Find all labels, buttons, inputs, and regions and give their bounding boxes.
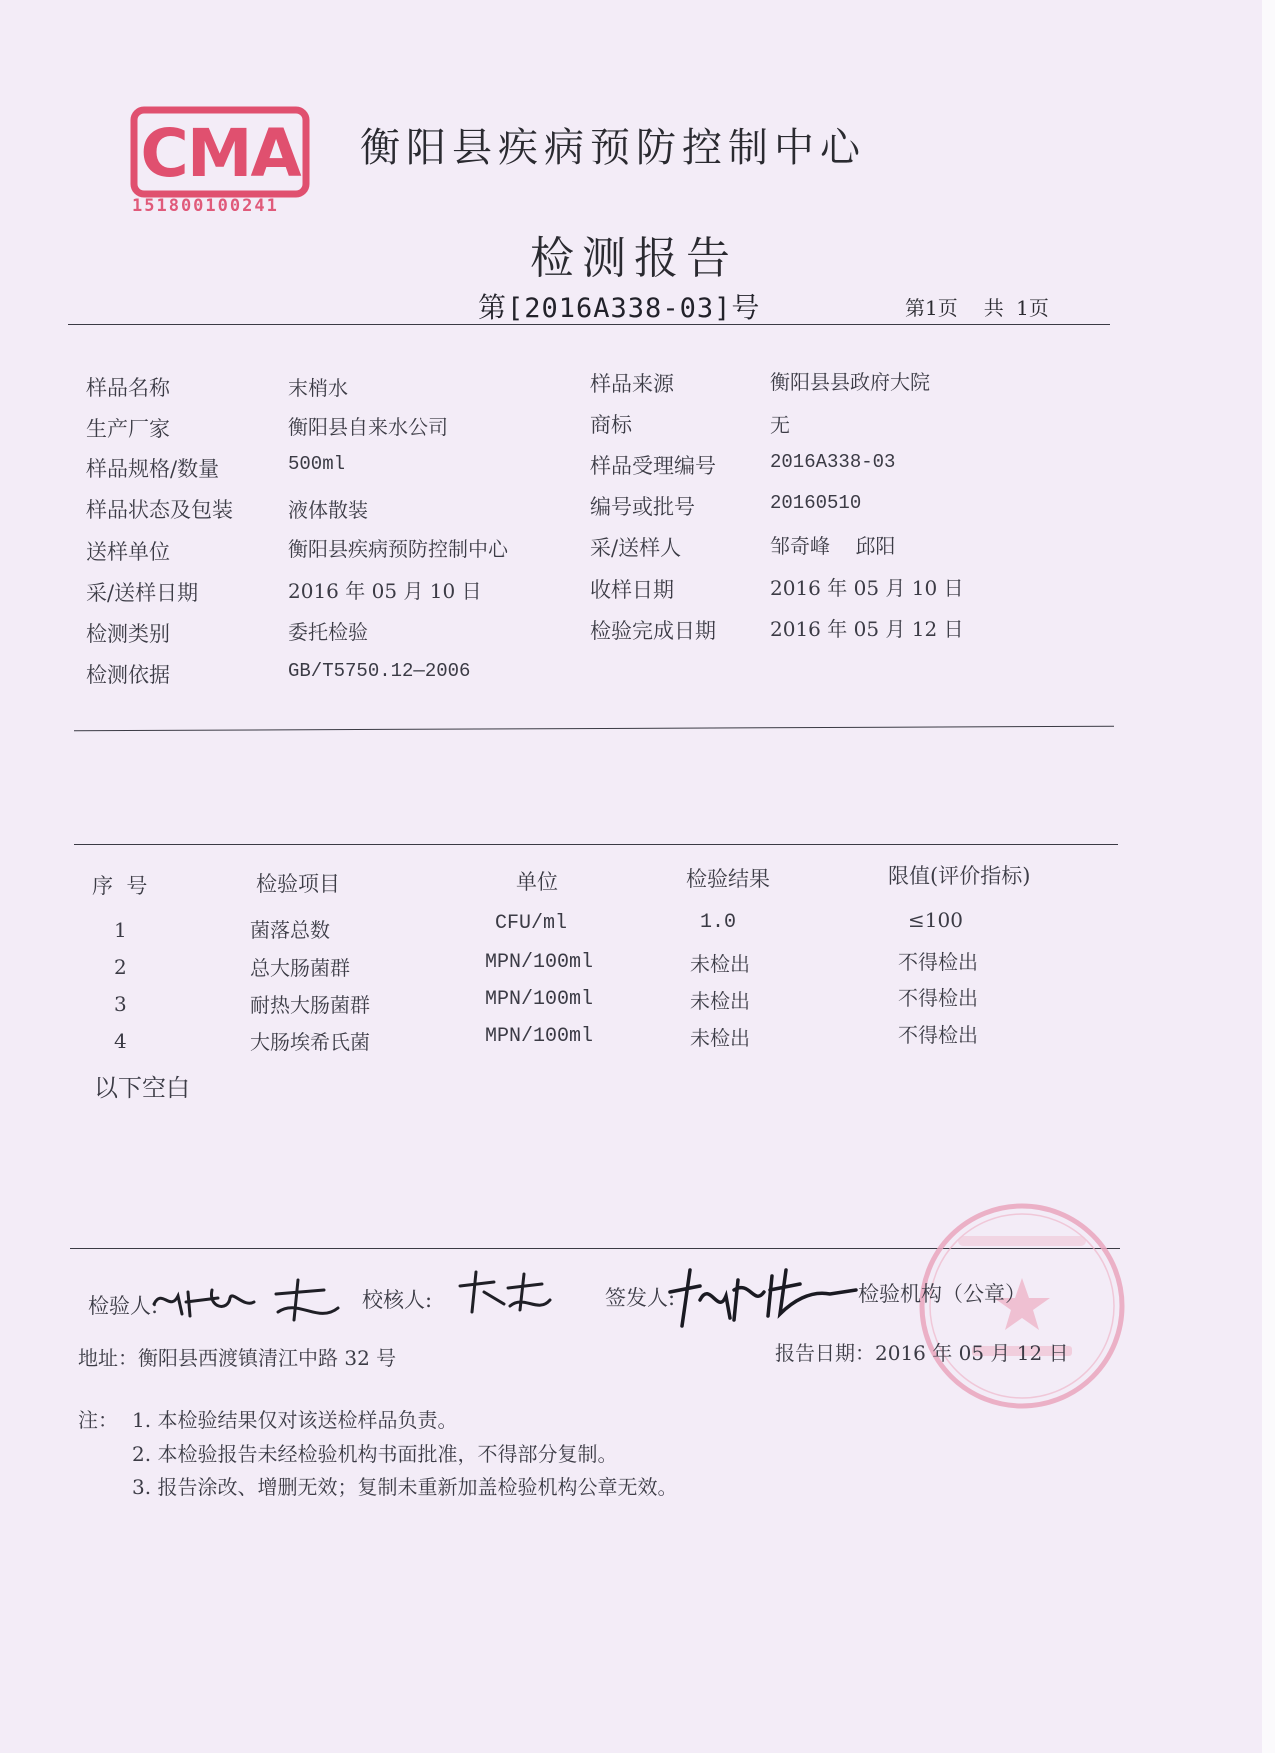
report-date: 报告日期：2016 年 05 月 12 日 bbox=[775, 1341, 1069, 1365]
note-item: 1. 本检验结果仅对该送检样品负责。 bbox=[132, 1408, 458, 1432]
field-value: 20160510 bbox=[770, 492, 862, 514]
field-label: 检验完成日期 bbox=[590, 619, 716, 643]
field-label: 样品名称 bbox=[86, 376, 170, 400]
field-value: 500ml bbox=[288, 453, 346, 475]
table-cell-item: 菌落总数 bbox=[250, 918, 330, 942]
table-cell-no: 2 bbox=[114, 955, 127, 979]
field-value: 邹奇峰 邱阳 bbox=[770, 534, 896, 558]
field-label: 采/送样日期 bbox=[86, 581, 199, 605]
field-label: 采/送样人 bbox=[590, 536, 682, 560]
note-item: 2. 本检验报告未经检验机构书面批准，不得部分复制。 bbox=[132, 1442, 618, 1466]
field-value: 委托检验 bbox=[288, 620, 368, 644]
note-item: 3. 报告涂改、增删无效；复制未重新加盖检验机构公章无效。 bbox=[132, 1475, 678, 1499]
table-cell-unit: MPN/100ml bbox=[485, 988, 594, 1011]
field-label: 编号或批号 bbox=[590, 495, 695, 519]
table-cell-unit: CFU/ml bbox=[495, 912, 568, 935]
field-label: 收样日期 bbox=[590, 578, 674, 602]
inspector-signature bbox=[148, 1268, 348, 1328]
table-cell-result: 未检出 bbox=[690, 1026, 750, 1050]
scan-edge bbox=[1262, 0, 1275, 1753]
report-number bbox=[478, 286, 760, 326]
field-value: 2016 年 05 月 10 日 bbox=[288, 579, 482, 603]
field-value: 2016A338-03 bbox=[770, 451, 896, 473]
report-number-value: [2016A338-03] bbox=[507, 293, 732, 324]
field-value: 衡阳县县政府大院 bbox=[770, 370, 930, 394]
page-total: 共 1页 bbox=[983, 296, 1049, 320]
page-current: 第1页 bbox=[905, 296, 958, 320]
col-header-no: 序 号 bbox=[92, 874, 148, 898]
table-cell-item: 总大肠菌群 bbox=[250, 956, 350, 980]
page-info bbox=[905, 292, 1075, 321]
cma-number: 151800100241 bbox=[132, 196, 279, 216]
issuer-label: 签发人: bbox=[605, 1286, 676, 1310]
table-cell-no: 3 bbox=[114, 992, 127, 1016]
blank-below-note: 以下空白 bbox=[94, 1074, 190, 1102]
table-cell-limit: 不得检出 bbox=[898, 1023, 978, 1047]
field-label: 样品规格/数量 bbox=[86, 457, 220, 481]
table-top-rule bbox=[74, 844, 1118, 845]
institution-name: 衡阳县疾病预防控制中心 bbox=[360, 125, 866, 171]
table-cell-no: 1 bbox=[114, 918, 127, 942]
report-prefix: 第 bbox=[478, 291, 508, 324]
table-cell-result: 1.0 bbox=[700, 911, 737, 934]
report-title: 检测报告 bbox=[530, 233, 738, 284]
field-label: 样品来源 bbox=[590, 372, 674, 396]
field-value: 无 bbox=[770, 413, 790, 437]
table-cell-limit: 不得检出 bbox=[898, 986, 978, 1010]
col-header-unit: 单位 bbox=[516, 870, 558, 894]
table-cell-limit: ≤100 bbox=[908, 908, 963, 932]
header-rule bbox=[68, 324, 1110, 325]
table-cell-result: 未检出 bbox=[690, 989, 750, 1013]
info-rule bbox=[74, 726, 1114, 732]
field-value: 衡阳县自来水公司 bbox=[288, 415, 448, 439]
reviewer-signature bbox=[454, 1264, 554, 1320]
table-cell-result: 未检出 bbox=[690, 952, 750, 976]
issuer-signature bbox=[660, 1256, 860, 1336]
address: 地址：衡阳县西渡镇清江中路 32 号 bbox=[78, 1346, 397, 1370]
field-label: 生产厂家 bbox=[86, 417, 170, 441]
field-value: GB/T5750.12—2006 bbox=[288, 660, 471, 682]
field-label: 样品受理编号 bbox=[590, 454, 716, 478]
field-value: 2016 年 05 月 12 日 bbox=[770, 617, 964, 641]
inspector-label: 检验人: bbox=[88, 1294, 159, 1318]
field-value: 2016 年 05 月 10 日 bbox=[770, 576, 964, 600]
table-cell-unit: MPN/100ml bbox=[485, 951, 594, 974]
field-value: 末梢水 bbox=[288, 376, 348, 400]
field-label: 商标 bbox=[590, 413, 632, 437]
field-value: 液体散装 bbox=[288, 498, 368, 522]
table-cell-no: 4 bbox=[114, 1029, 127, 1053]
col-header-item: 检验项目 bbox=[256, 872, 340, 896]
notes-label: 注： bbox=[78, 1408, 118, 1432]
table-cell-item: 大肠埃希氏菌 bbox=[250, 1030, 370, 1054]
field-label: 检测类别 bbox=[86, 622, 170, 646]
table-cell-item: 耐热大肠菌群 bbox=[250, 993, 370, 1017]
svg-text:CMA: CMA bbox=[140, 115, 300, 192]
col-header-limit: 限值(评价指标) bbox=[888, 864, 1031, 888]
reviewer-label: 校核人: bbox=[362, 1288, 433, 1312]
table-cell-limit: 不得检出 bbox=[898, 950, 978, 974]
field-label: 检测依据 bbox=[86, 663, 170, 687]
table-cell-unit: MPN/100ml bbox=[485, 1025, 594, 1048]
field-label: 送样单位 bbox=[86, 540, 170, 564]
field-value: 衡阳县疾病预防控制中心 bbox=[288, 537, 508, 561]
field-label: 样品状态及包装 bbox=[86, 498, 233, 522]
agency-seal-label: 检验机构（公章） bbox=[858, 1282, 1026, 1306]
report-suffix: 号 bbox=[731, 291, 761, 324]
col-header-result: 检验结果 bbox=[686, 867, 770, 891]
